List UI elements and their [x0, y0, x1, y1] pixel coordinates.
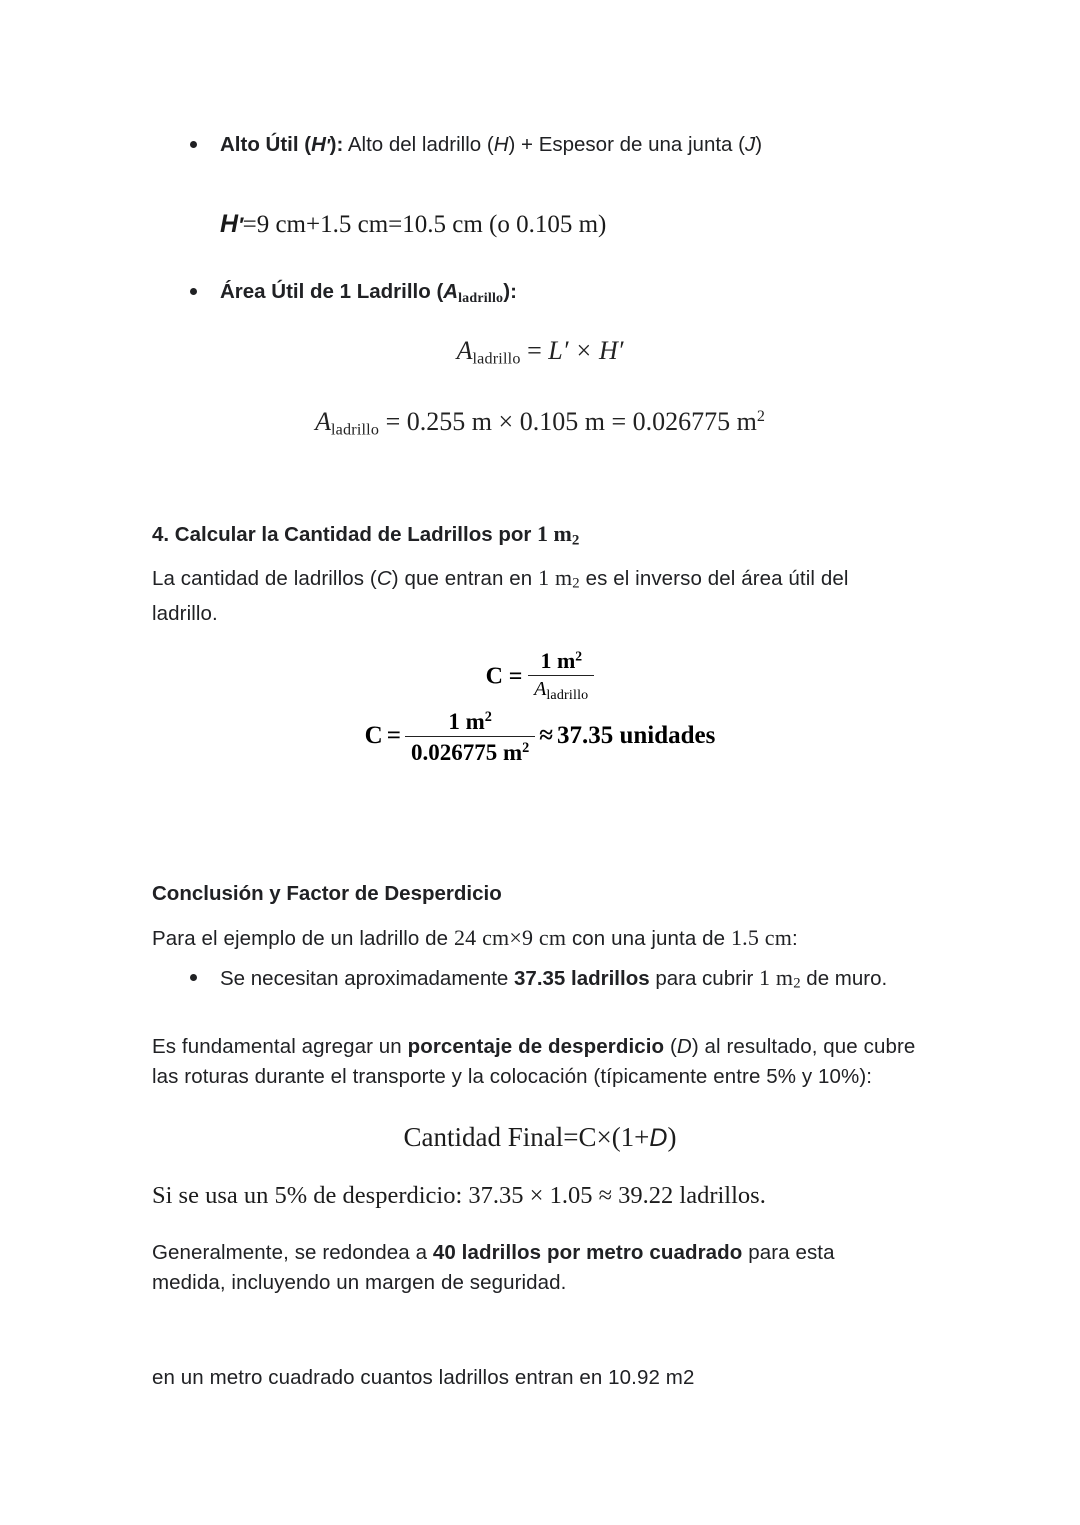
bullet-dot-icon [190, 974, 197, 981]
waste-paragraph [152, 1032, 927, 1092]
conclusion-intro-math1: 24 cm×9 cm [453, 925, 567, 950]
formula-alto-util-expression: =9 cm+1.5 cm=10.5 cm (o 0.105 m) [242, 211, 607, 238]
formula-c-val-approx: ≈ [539, 721, 553, 749]
section-4-heading-math: 1 m [537, 521, 572, 546]
section-4-para-2: ) que entran en [391, 567, 539, 590]
bullet-dot-icon [190, 141, 197, 148]
necesitan-1: Se necesitan aproximadamente [220, 967, 515, 990]
alto-util-desc-1: Alto del ladrillo ( [347, 133, 494, 156]
section-4-paragraph [152, 563, 904, 629]
cantidad-final-text: Cantidad Final=C×(1+ [403, 1122, 650, 1152]
formula-c-val-num-exp: 2 [484, 709, 492, 726]
conclusion-intro-1: Para el ejemplo de un ladrillo de [152, 927, 454, 950]
formula-area-def-lhs: A [456, 336, 473, 365]
section-4-para-3: es el inverso del área útil del ladrillo. [152, 567, 849, 625]
section-4-heading-math-sub: 2 [571, 532, 580, 549]
formula-c-def-denominator-wrap [528, 676, 594, 704]
formula-c-def-fraction [528, 648, 594, 704]
formula-area-def-rhs: L′ × H′ [548, 336, 624, 365]
user-query-text: en un metro cuadrado cuantos ladrillos entran en 10.92 m2 [152, 1366, 695, 1389]
necesitan-math: 1 m [759, 965, 794, 990]
conclusion-intro-2: con una junta de [566, 927, 731, 950]
formula-c-def-numerator-wrap [528, 648, 594, 676]
formula-area-val-term2: 0.105 m [519, 407, 605, 436]
section-4-para-1: La cantidad de ladrillos ( [152, 567, 377, 590]
formula-area-val-term1: 0.255 m [406, 407, 493, 436]
waste-2: ( [664, 1035, 677, 1058]
alto-util-desc-2: ) + Espesor de una junta ( [508, 133, 745, 156]
var-d: D [676, 1035, 692, 1058]
area-util-text [220, 277, 910, 314]
section-4-heading [152, 520, 952, 554]
rounding-bold: 40 ladrillos por metro cuadrado [432, 1241, 743, 1264]
list-item-necesitan [190, 963, 890, 999]
necesitan-2: para cubrir [649, 967, 760, 990]
formula-c-val-lhs: C [364, 721, 383, 749]
area-util-closing: ): [503, 280, 517, 303]
area-util-subscript: ladrillo [458, 290, 504, 306]
list-item-area-util [190, 277, 910, 314]
formula-c-val-equals: = [386, 721, 401, 749]
formula-c-def-num-exp: 2 [575, 648, 583, 664]
formula-area-val-exponent: 2 [756, 408, 765, 426]
formula-c-val-denominator-wrap [405, 737, 535, 766]
waste-1: Es fundamental agregar un [152, 1035, 408, 1058]
formula-area-val-times: × [498, 407, 514, 436]
formula-cantidad-final [0, 1122, 1080, 1153]
formula-c-definition [0, 650, 1080, 706]
section-4-para-math-sub: 2 [572, 575, 580, 592]
alto-util-symbol: H [311, 133, 326, 156]
formula-c-val-numerator-wrap [405, 708, 535, 737]
alto-util-desc-3: ) [755, 133, 763, 156]
formula-c-value [0, 710, 1080, 768]
formula-alto-util-prime: ′ [238, 214, 243, 237]
area-util-label: Área Útil de 1 Ladrillo ( [220, 280, 444, 303]
cantidad-final-close: ) [667, 1122, 677, 1152]
conclusion-intro-math2: 1.5 cm [730, 925, 793, 950]
formula-area-val-eq2: = [611, 407, 627, 436]
alto-util-colon: : [336, 133, 344, 156]
section-4-para-math: 1 m [538, 565, 573, 590]
formula-area-val-eq1: = [385, 407, 401, 436]
list-item-alto-util [190, 130, 910, 160]
rounding-paragraph [152, 1238, 912, 1298]
formula-area-value [0, 407, 1080, 440]
necesitan-3: de muro. [800, 967, 888, 990]
waste-3: ) al resultado, que cubre las roturas durante el transporte y la colocación (típicamente entre 5% y 10%): [152, 1035, 916, 1088]
necesitan-text [220, 963, 890, 999]
formula-c-def-equals: = [508, 663, 523, 690]
necesitan-bold: 37.35 ladrillos [514, 967, 650, 990]
waste-bold: porcentaje de desperdicio [407, 1035, 665, 1058]
var-j: J [744, 133, 756, 156]
formula-area-val-result: 0.026775 m [632, 407, 757, 436]
var-c: C [376, 567, 392, 590]
necesitan-math-sub: 2 [793, 975, 801, 992]
cantidad-final-var: D [649, 1124, 668, 1152]
formula-alto-util-symbol: H [220, 210, 239, 238]
area-util-symbol: A [443, 280, 459, 303]
rounding-2: para esta medida, incluyendo un margen de seguridad. [152, 1241, 835, 1294]
formula-c-def-den-sub: ladrillo [546, 687, 589, 703]
var-h: H [493, 133, 509, 156]
conclusion-intro [152, 923, 932, 954]
formula-area-definition [0, 336, 1080, 369]
rounding-1: Generalmente, se redondea a [152, 1241, 433, 1264]
formula-c-val-numerator: 1 m [448, 709, 485, 734]
alto-util-prime: ′ [325, 135, 330, 155]
alto-util-label: Alto Útil [220, 133, 299, 156]
waste-example-line: Si se usa un 5% de desperdicio: 37.35 × 1.05 ≈ 39.22 ladrillos. [152, 1182, 766, 1209]
formula-c-def-den-symbol: A [534, 677, 547, 700]
section-4-heading-prefix: 4. Calcular la Cantidad de Ladrillos por [152, 523, 538, 546]
formula-c-val-den-exp: 2 [522, 740, 530, 757]
formula-area-val-sub: ladrillo [330, 421, 380, 439]
formula-alto-util [220, 207, 606, 243]
formula-c-val-result: 37.35 unidades [556, 721, 716, 749]
formula-area-def-equals: = [527, 336, 542, 365]
formula-area-val-lhs: A [315, 407, 331, 436]
formula-c-val-denominator: 0.026775 m [410, 740, 523, 766]
alto-util-text: Alto Útil (H′): Alto del ladrillo (H) + Espesor de una junta (J) [220, 133, 763, 156]
formula-c-def-numerator: 1 m [540, 648, 576, 673]
bullet-dot-icon [190, 288, 197, 295]
conclusion-heading: Conclusión y Factor de Desperdicio [152, 882, 502, 905]
formula-area-def-sub: ladrillo [472, 350, 521, 368]
formula-c-def-lhs: C [485, 663, 503, 690]
formula-c-val-fraction [405, 708, 535, 766]
conclusion-intro-3: : [792, 927, 798, 950]
